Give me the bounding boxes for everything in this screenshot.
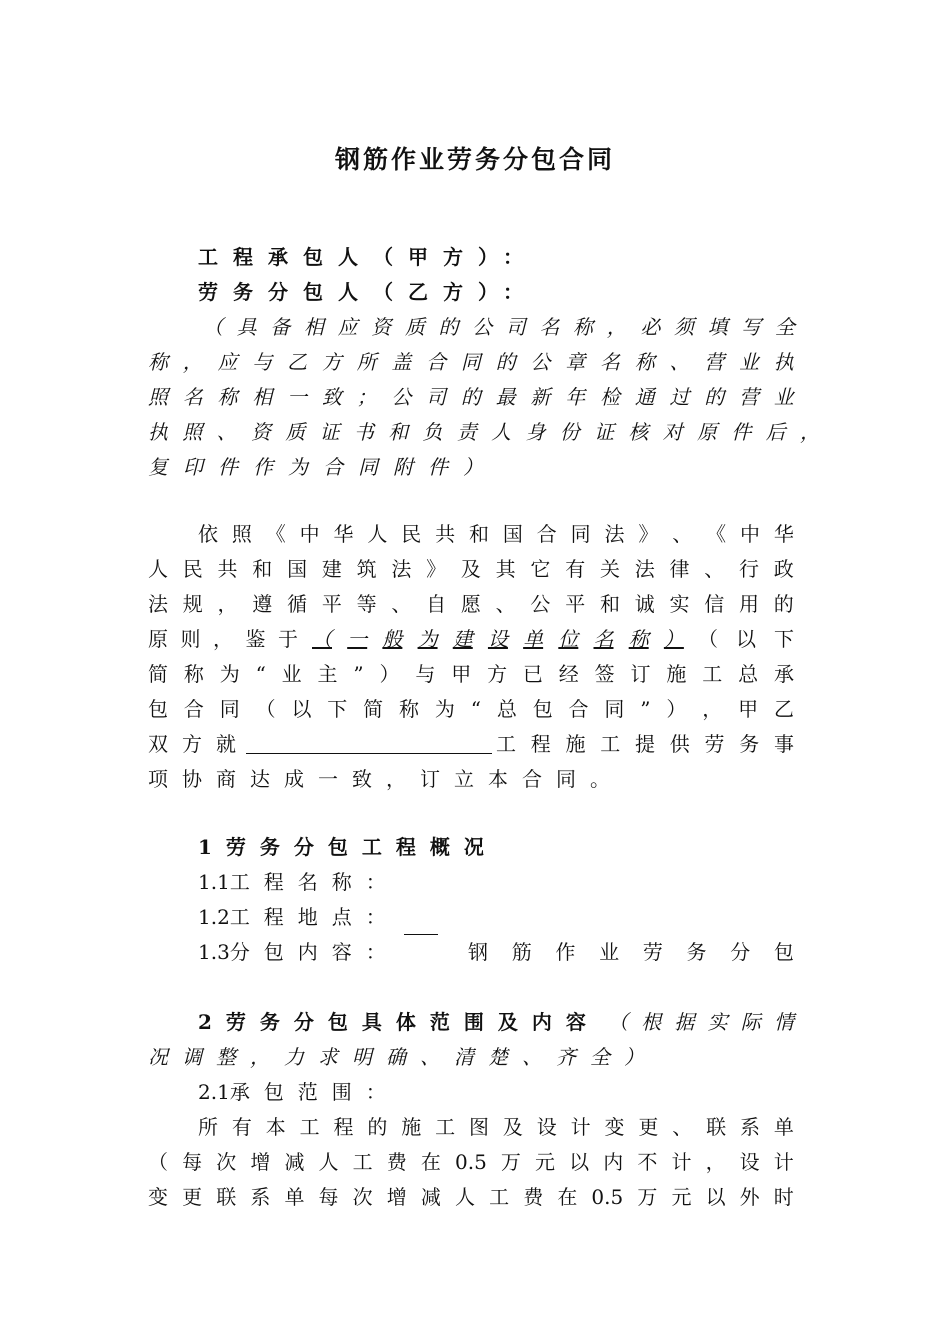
note-line-2: 称 ， 应 与 乙 方 所 盖 合 同 的 公 章 名 称 、 营 业 执 [148,350,794,374]
section-2-number: 2 [198,1010,212,1034]
item-1-1-number: 1.1 [198,870,230,894]
item-1-3-label-wrap [198,935,400,970]
intro-line-7 [148,727,794,762]
item-1-3 [198,935,794,970]
item-1-2-number: 1.2 [198,905,230,929]
section-1-title: 劳务分包工程概况 [225,835,498,859]
item-1-3-number: 1.3 [198,940,230,964]
section-2-title-wrap [198,1005,600,1040]
item-1-2 [198,900,438,935]
intro-line-4-post: （ 以 下 [698,627,794,651]
note-line-1: （ 具 备 相 应 资 质 的 公 司 名 称 ， 必 须 填 写 全 [203,315,795,339]
employer-name-placeholder: （ 一 般 为 建 设 单 位 名 称 ） [312,627,684,651]
scope-line-3: 变 更 联 系 单 每 次 增 减 人 工 费 在 0.5 万 元 以 外 时 [148,1185,794,1209]
party-b-label: 劳务分包人（乙方）： [198,280,538,304]
item-2-1-label: 承包范围： [229,1080,400,1104]
note-line-3: 照 名 称 相 一 致 ； 公 司 的 最 新 年 检 通 过 的 营 业 [148,385,794,409]
intro-line-8: 项协商达成一致，订立本合同。 [148,767,624,791]
section-1-number: 1 [198,835,212,859]
scope-line-2: （ 每 次 增 减 人 工 费 在 0.5 万 元 以 内 不 计 ， 设 计 [148,1150,794,1174]
note-line-5: 复印件作为合同附件） [148,455,498,479]
section-2-title: 劳务分包具体范围及内容 [225,1010,600,1034]
contract-title: 钢筋作业劳务分包合同 [334,145,615,174]
intro-line-2: 人 民 共 和 国 建 筑 法 》 及 其 它 有 关 法 律 、 行 政 [148,557,794,581]
item-1-2-label: 工程地点： [229,905,400,929]
item-1-3-value: 钢 筋 作 业 劳 务 分 包 [468,940,794,964]
item-1-1 [198,865,400,900]
intro-line-4-pre: 原 则 ， 鉴 于 [148,627,298,651]
item-2-1 [198,1075,400,1110]
intro-line-4 [148,622,794,657]
project-name-blank [246,727,492,754]
intro-line-1: 依 照 《 中 华 人 民 共 和 国 合 同 法 》 、 《 中 华 [198,522,794,546]
section-2-note-1: （ 根 据 实 际 情 [608,1010,794,1034]
item-2-1-number: 2.1 [198,1080,230,1104]
intro-line-5: 简 称 为 “ 业 主 ” ） 与 甲 方 已 经 签 订 施 工 总 承 [148,662,794,686]
item-1-1-label: 工程名称： [229,870,400,894]
intro-line-6: 包 合 同 （ 以 下 简 称 为 “ 总 包 合 同 ” ） ， 甲 乙 [148,697,794,721]
intro-line-7-pre: 双 方 就 [148,732,236,756]
note-line-4: 执 照 、 资 质 证 书 和 负 责 人 身 份 证 核 对 原 件 后 ， [148,420,820,444]
section-2-heading [198,1005,794,1040]
scope-line-1: 所 有 本 工 程 的 施 工 图 及 设 计 变 更 、 联 系 单 [198,1115,794,1139]
intro-line-7-post: 工 程 施 工 提 供 劳 务 事 [496,732,794,756]
party-a-label: 工程承包人（甲方）： [198,245,538,269]
intro-line-3: 法 规 ， 遵 循 平 等 、 自 愿 、 公 平 和 诚 实 信 用 的 [148,592,794,616]
project-location-blank [404,908,438,935]
item-1-3-label: 分包内容： [229,940,400,964]
section-1-heading [198,830,498,865]
section-2-note-2: 况调整，力求明确、清楚、齐全） [148,1045,658,1069]
